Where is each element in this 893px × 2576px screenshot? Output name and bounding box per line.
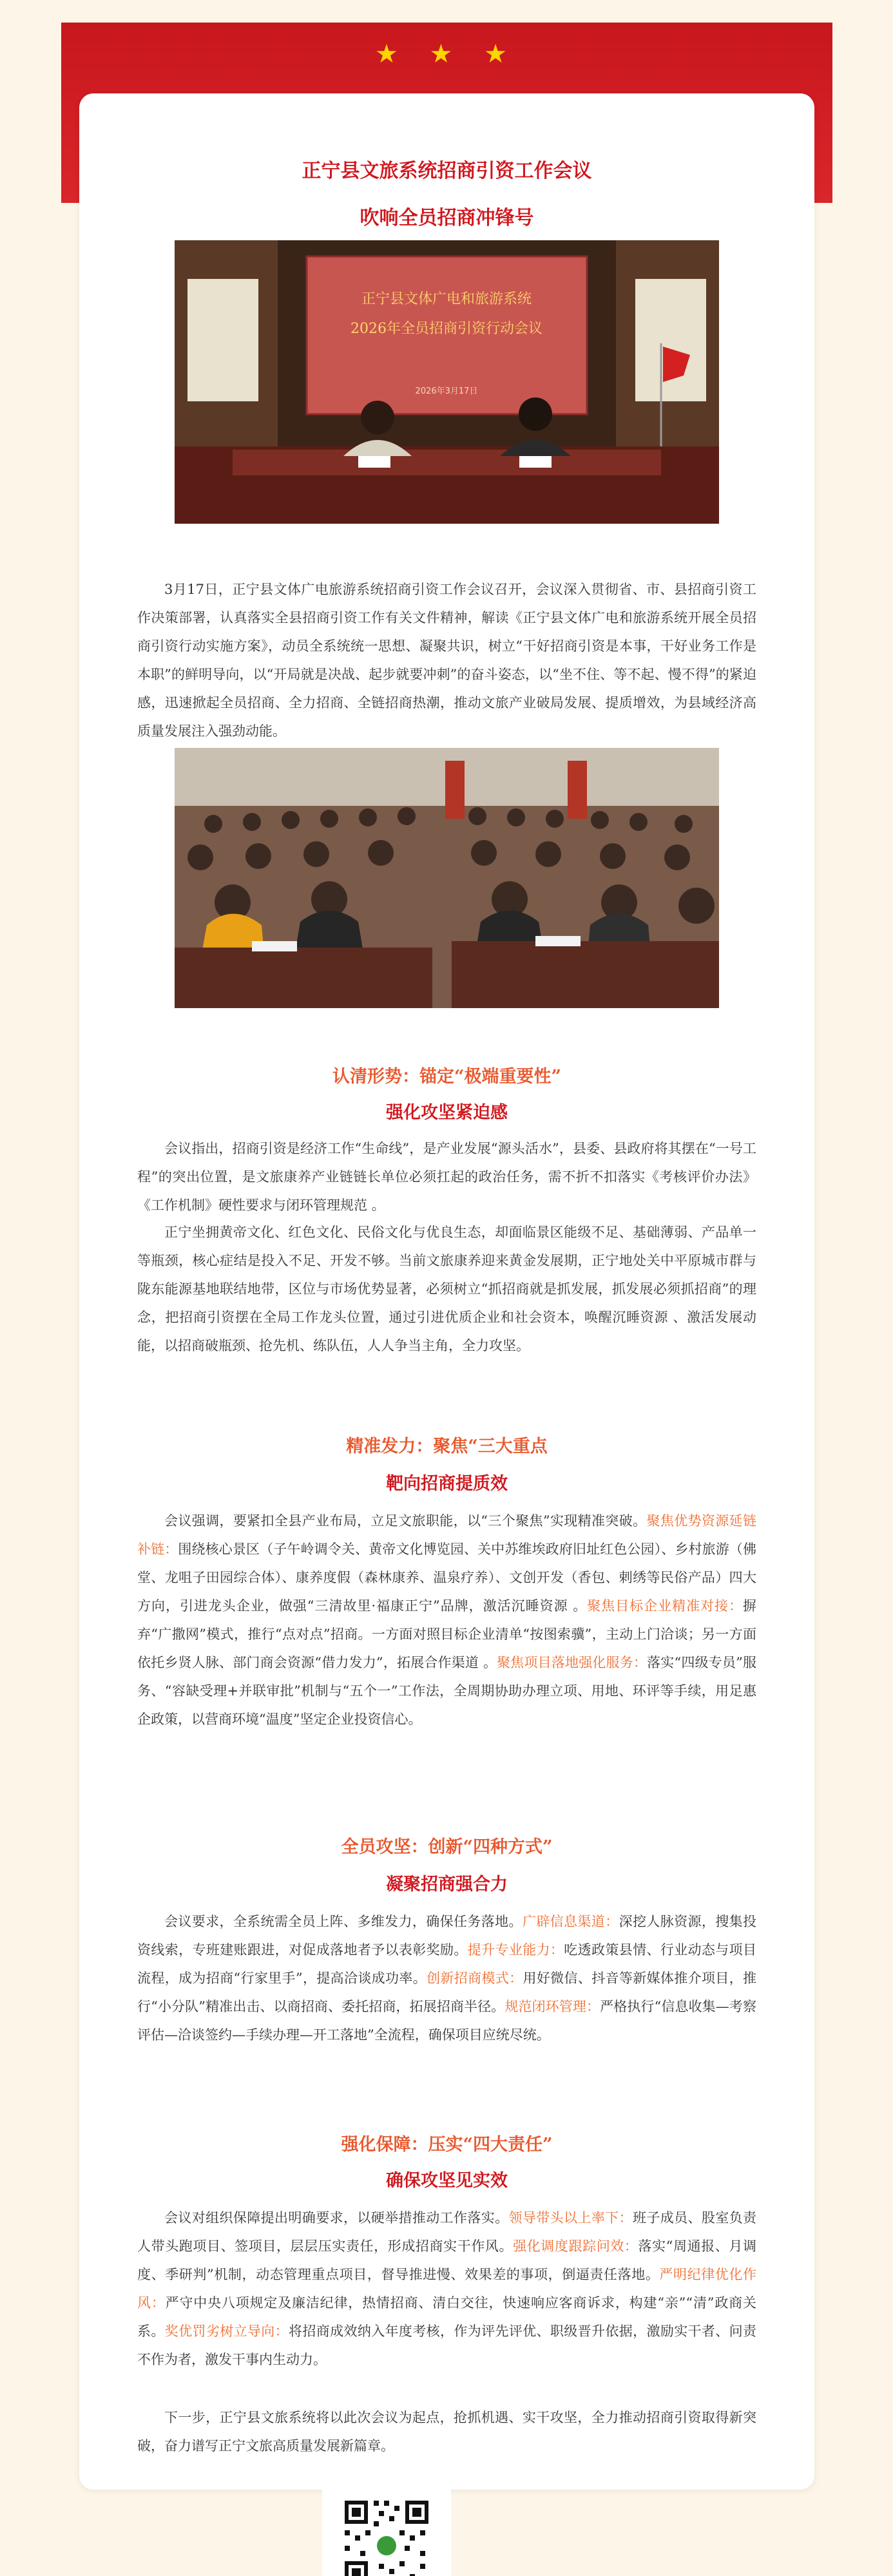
section-3-highlight-2: 提升专业能力： bbox=[467, 1942, 564, 1958]
screen-line-1: 正宁县文体广电和旅游系统 bbox=[361, 291, 532, 307]
section-1-paragraph-2: 正宁坐拥黄帝文化、红色文化、民俗文化与优良生态，却面临景区能级不足、基础薄弱、产品单一等瓶颈，核心症结是投入不足、开发不够。当前文旅康养迎来黄金发展期，正宁地处关中平原城市群与陇东能源基地联结地带，区位与市场优势显著，必须树立“抓招商就是抓发展，抓发展必须抓招商”的理念，把招商引资摆在全局工作龙头位置，通过引进优质企业和社会资本，唤醒沉睡资源 、激活发展动能，以招商破瓶颈、抢先机、练队伍，人人争当主角，全力攻坚。 bbox=[137, 1225, 756, 1353]
section-4-highlight-2: 强化调度跟踪问效： bbox=[513, 2238, 639, 2254]
section-2-text-c: 摒弃“广撒网”模式，推行“点对点”招商。一方面对照目标企业清单“按图索骥”，主动上门洽谈；另一方面依托乡贤人脉、部门商会资源“借力发力”，拓展合作渠道 。 bbox=[137, 1598, 757, 1670]
section-3-text-a: 会议要求，全系统需全员上阵、多维发力，确保任务落地。 bbox=[164, 1914, 523, 1929]
section-4-title: 强化保障：压实“四大责任” bbox=[341, 2135, 553, 2155]
section-4-paragraph-2: 下一步，正宁县文旅系统将以此次会议为起点，抢抓机遇、实干攻坚，全力推动招商引资取得新突破，奋力谱写正宁文旅高质量发展新篇章。 bbox=[137, 2410, 756, 2454]
section-2-subtitle: 靶向招商提质效 bbox=[386, 1474, 508, 1494]
section-2-highlight-1: 聚焦优势资源延链补链： bbox=[137, 1513, 757, 1557]
intro-paragraph: 3月17日，正宁县文体广电旅游系统招商引资工作会议召开，会议深入贯彻省、市、县招商引资工作决策部署，认真落实全县招商引资工作有关文件精神，解读《正宁县文体广电和旅游系统开展全员招商引资行动实施方案》，动员全系统统一思想、凝聚共识，树立“干好招商引资是本事，干好业务工作是本职”的鲜明导向，以“开局就是决战、起步就要冲刺”的奋斗姿态，以“坐不住、等不起、慢不得”的紧迫感，迅速掀起全员招商、全力招商、全链招商热潮，推动文旅产业破局发展、提质增效，为县域经济高质量发展注入强劲动能。 bbox=[137, 582, 756, 739]
section-4-text-a: 会议对组织保障提出明确要求，以硬举措推动工作落实。 bbox=[164, 2210, 509, 2226]
screen-line-2: 2026年全员招商引资行动会议 bbox=[350, 321, 543, 337]
screen-line-3: 2026年3月17日 bbox=[415, 386, 478, 396]
section-3-subtitle: 凝聚招商强合力 bbox=[386, 1875, 508, 1894]
page-frame bbox=[61, 23, 832, 2576]
section-2-text-b: 围绕核心景区（子午岭调令关、黄帝文化博览园、关中苏维埃政府旧址红色公园）、乡村旅游（佛堂、龙咀子田园综合体）、康养度假（森林康养、温泉疗养）、文创开发（香包、剌绣等民俗产品）四大方向，引进龙头企业，做强“三清故里·福康正宁”品牌，激活沉睡资源 。 bbox=[137, 1541, 757, 1614]
section-4-highlight-1: 领导带头以上率下： bbox=[508, 2210, 633, 2226]
section-4-text-c: 落实“周通报、月调度、季研判”机制，动态管理重点项目，督导推进慢、效果差的事项，倒逼责任落地。 bbox=[137, 2238, 756, 2282]
qr-code bbox=[322, 2486, 451, 2576]
qr-code-image bbox=[322, 2486, 451, 2576]
section-3-text-c: 吃透政策县情、行业动态与项目流程，成为招商“行家里手”，提高洽谈成功率。 bbox=[137, 1942, 757, 1986]
section-2-text-d: 落实“四级专员”服务、“容缺受理+并联审批”机制与“五个一”工作法，全周期协助办理立项、用地、环评等手续，用足惠企政策，以营商环境“温度”坚定企业投资信心。 bbox=[137, 1655, 756, 1727]
section-2-title: 精准发力：聚焦“三大重点 bbox=[346, 1436, 548, 1456]
meeting-audience-photo bbox=[175, 748, 719, 1008]
section-2-highlight-2: 聚焦目标企业精准对接： bbox=[587, 1598, 744, 1614]
section-4-text-d: 严守中央八项规定及廉洁纪律，热情招商、清白交往，快速响应客商诉求，构建“亲”“清”政商关系。 bbox=[137, 2295, 756, 2339]
section-4-text-b: 班子成员、股室负责人带头跑项目、签项目，层层压实责任，形成招商实干作风。 bbox=[137, 2210, 757, 2254]
stars-decoration: ★ ★ ★ bbox=[374, 39, 519, 69]
section-3-paragraph bbox=[137, 1907, 756, 2049]
section-3-highlight-3: 创新招商模式： bbox=[427, 1970, 523, 1986]
section-3-text-d: 用好微信、抖音等新媒体推介项目，推行“小分队”精准出击、以商招商、委托招商，拓展招商半径。 bbox=[137, 1970, 756, 2014]
meeting-podium-image bbox=[175, 240, 719, 524]
meeting-podium-photo bbox=[175, 240, 719, 524]
section-3-highlight-1: 广辟信息渠道： bbox=[522, 1914, 619, 1929]
section-4-highlight-4: 奖优罚劣树立导向： bbox=[164, 2323, 289, 2339]
section-1-subtitle: 强化攻坚紧迫感 bbox=[386, 1103, 508, 1123]
section-2-text-a: 会议强调，要紧扣全县产业布局，立足文旅职能，以“三个聚焦”实现精准突破。 bbox=[164, 1513, 647, 1529]
article-subtitle: 吹响全员招商冲锋号 bbox=[360, 207, 534, 229]
article-card bbox=[79, 93, 814, 2490]
section-3-text-b: 深挖人脉资源，搜集投资线索，专班建账跟进，对促成落地者予以表彰奖励。 bbox=[137, 1914, 757, 1958]
section-3-text-e: 严格执行“信息收集—考察评估—洽谈签约—手续办理—开工落地”全流程，确保项目应统尽统。 bbox=[137, 1999, 756, 2043]
section-1-paragraph-1: 会议指出，招商引资是经济工作“生命线”，是产业发展“源头活水”，县委、县政府将其摆在“一号工程”的突出位置，是文旅康养产业链链长单位必须扛起的政治任务，需不折不扣落实《考核评价办法》《工作机制》硬性要求与闭环管理规范 。 bbox=[137, 1141, 756, 1213]
section-4-highlight-3: 严明纪律优化作风： bbox=[137, 2267, 757, 2311]
section-3-title: 全员攻坚：创新“四种方式” bbox=[341, 1837, 553, 1857]
section-1-title: 认清形势：锚定“极端重要性” bbox=[332, 1067, 562, 1087]
section-4-paragraph-1 bbox=[137, 2204, 756, 2374]
section-2-highlight-3: 聚焦项目落地强化服务： bbox=[497, 1655, 648, 1670]
meeting-audience-image bbox=[175, 748, 719, 1008]
section-2-paragraph bbox=[137, 1507, 756, 1733]
section-3-highlight-4: 规范闭环管理： bbox=[504, 1999, 600, 2014]
section-4-subtitle: 确保攻坚见实效 bbox=[386, 2171, 508, 2191]
article-title: 正宁县文旅系统招商引资工作会议 bbox=[302, 160, 592, 182]
section-4-text-e: 将招商成效纳入年度考核，作为评先评优、职级晋升依据，激励实干者、问责不作为者，激发干事内生动力。 bbox=[137, 2323, 757, 2367]
